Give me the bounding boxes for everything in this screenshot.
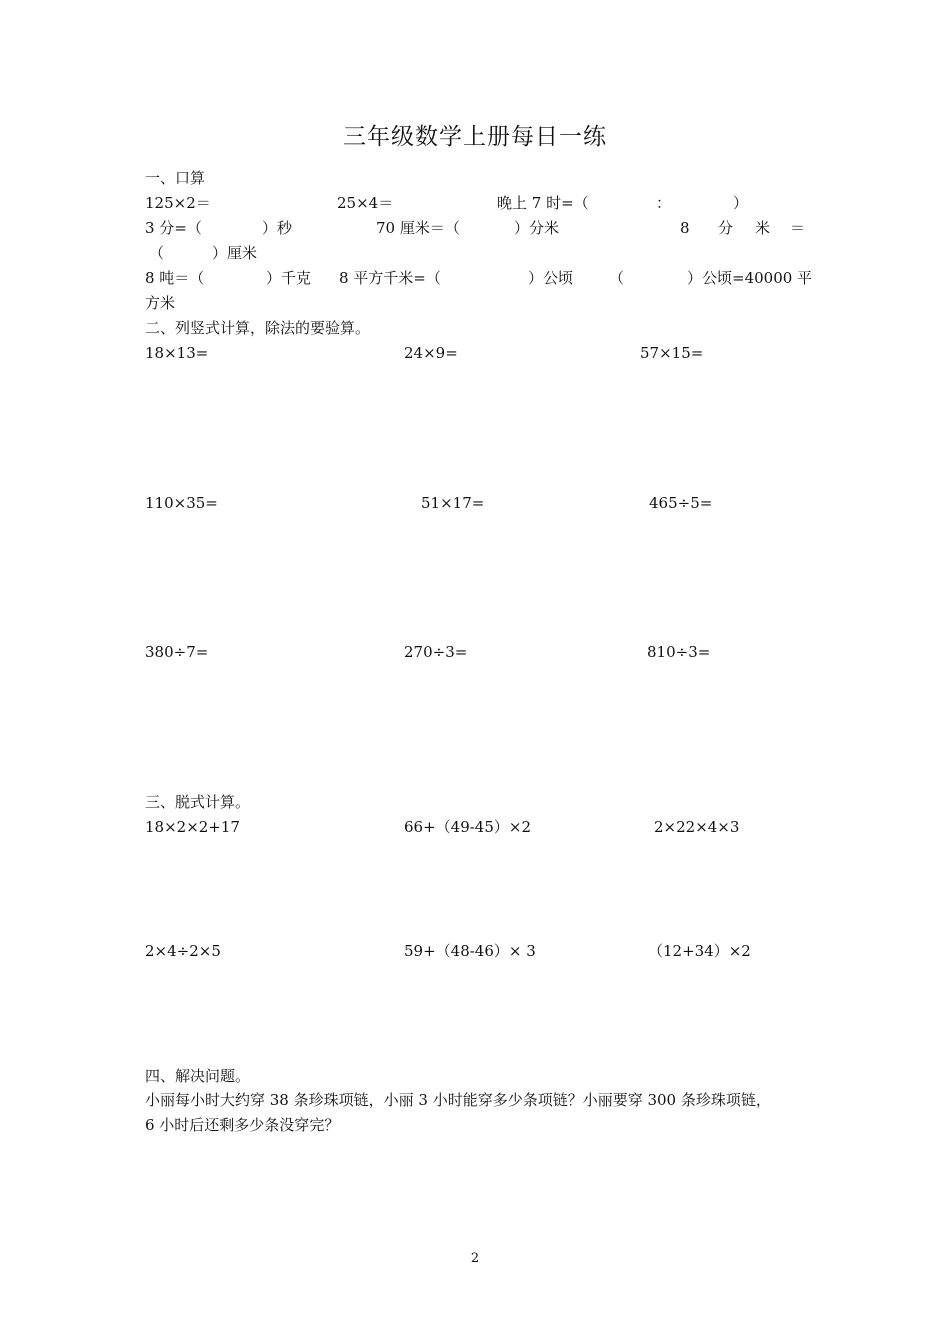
oral-problem: 3 分=（ bbox=[145, 219, 202, 237]
section-heading-word-problem: 四、解决问题。 bbox=[145, 1067, 251, 1085]
oral-problem-paren: ） bbox=[733, 194, 749, 212]
oral-problem-unit: ）千克 bbox=[266, 269, 312, 287]
oral-problem: ）公顷=40000 平 bbox=[687, 269, 813, 287]
oral-problem: 晚上 7 时=（ bbox=[497, 194, 589, 212]
vertical-problem: 810÷3= bbox=[647, 643, 711, 661]
vertical-problem: 18×13= bbox=[145, 344, 209, 362]
oral-problem: 125×2＝ bbox=[145, 194, 211, 212]
oral-problem-cont: 方米 bbox=[145, 294, 176, 312]
stepwise-problem: 66+（49-45）×2 bbox=[404, 818, 532, 836]
section-heading-oral: 一、口算 bbox=[145, 169, 206, 187]
oral-problem: 25×4＝ bbox=[337, 194, 394, 212]
word-problem-line: 6 小时后还剩多少条没穿完？ bbox=[145, 1116, 340, 1134]
oral-problem-unit: ）秒 bbox=[262, 219, 293, 237]
vertical-problem: 270÷3= bbox=[404, 643, 468, 661]
word-problem-line: 小丽每小时大约穿 38 条珍珠项链，小丽 3 小时能穿多少条项链？小丽要穿 300 条珍珠项链， bbox=[145, 1091, 771, 1109]
stepwise-problem: 2×4÷2×5 bbox=[145, 942, 221, 960]
section-heading-vertical: 二、列竖式计算，除法的要验算。 bbox=[145, 319, 371, 337]
oral-problem-unit: ）分米 bbox=[514, 219, 560, 237]
vertical-problem: 110×35= bbox=[145, 494, 218, 512]
oral-problem-part: 8 bbox=[680, 219, 690, 237]
oral-problem-part: 米 bbox=[755, 219, 771, 237]
section-heading-stepwise: 三、脱式计算。 bbox=[145, 793, 251, 811]
stepwise-problem: 2×22×4×3 bbox=[654, 818, 740, 836]
oral-problem: 70 厘米＝（ bbox=[376, 219, 460, 237]
vertical-problem: 24×9= bbox=[404, 344, 458, 362]
page-title: 三年级数学上册每日一练 bbox=[343, 124, 607, 150]
oral-problem-unit: ）公顷 bbox=[528, 269, 574, 287]
stepwise-problem: 59+（48-46）× 3 bbox=[404, 942, 536, 960]
stepwise-problem: （12+34）×2 bbox=[648, 942, 751, 960]
oral-problem-unit: ）厘米 bbox=[212, 244, 258, 262]
vertical-problem: 380÷7= bbox=[145, 643, 209, 661]
oral-problem: 8 平方千米=（ bbox=[339, 269, 441, 287]
oral-problem-colon: ： bbox=[656, 194, 672, 212]
vertical-problem: 465÷5= bbox=[649, 494, 713, 512]
oral-problem-paren: （ bbox=[149, 244, 165, 262]
oral-problem-part: ＝ bbox=[790, 219, 806, 237]
oral-problem-paren: （ bbox=[609, 269, 625, 287]
oral-problem-part: 分 bbox=[718, 219, 734, 237]
stepwise-problem: 18×2×2+17 bbox=[145, 818, 240, 836]
vertical-problem: 57×15= bbox=[640, 344, 704, 362]
vertical-problem: 51×17= bbox=[421, 494, 485, 512]
oral-problem: 8 吨＝（ bbox=[145, 269, 205, 287]
page-number: 2 bbox=[470, 1251, 480, 1266]
